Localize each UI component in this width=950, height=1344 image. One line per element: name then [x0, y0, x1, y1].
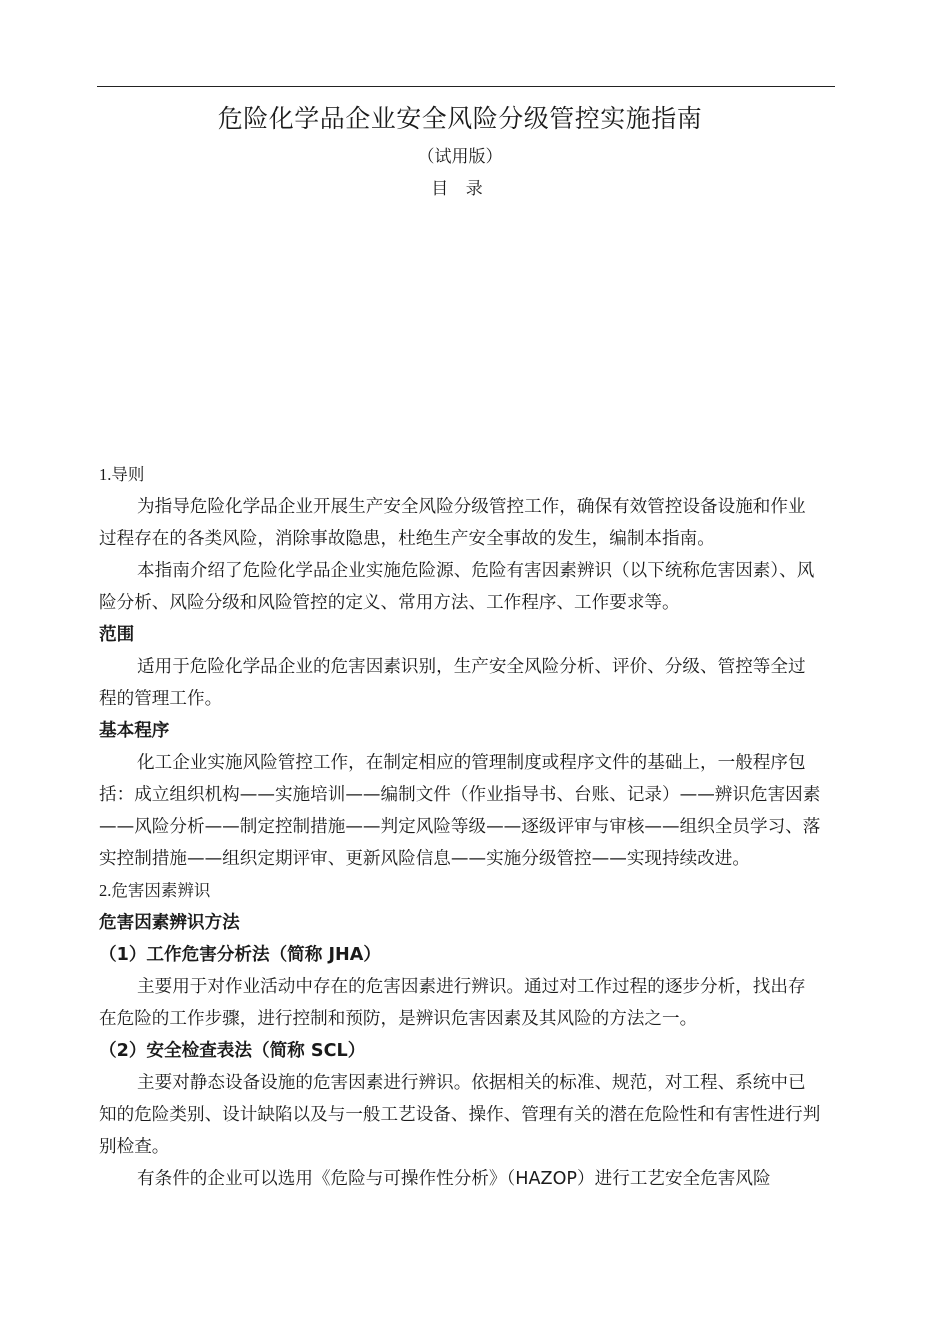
method-heading: （2）安全检查表法（简称 SCL） [99, 1041, 366, 1061]
document-title: 危险化学品企业安全风险分级管控实施指南 [217, 104, 703, 133]
paragraph: 有条件的企业可以选用《危险与可操作性分析》（HAZOP）进行工艺安全危害风险 [137, 1169, 771, 1189]
paragraph: 为指导危险化学品企业开展生产安全风险分级管控工作，确保有效管控设备设施和作业过程存在的各类风险，消除事故隐患，杜绝生产安全事故的发生，编制本指南。 [99, 497, 806, 549]
subsection-heading: 基本程序 [99, 721, 170, 741]
method-heading: （1）工作危害分析法（简称 JHA） [99, 945, 381, 965]
table-of-contents-label: 目 录 [431, 179, 489, 199]
paragraph: 本指南介绍了危险化学品企业实施危险源、危险有害因素辨识（以下统称危害因素）、风险分析、风险分级和风险管控的定义、常用方法、工作程序、工作要求等。 [99, 561, 815, 613]
section-title: 1.导则 [99, 465, 145, 484]
subsection-heading: 范围 [99, 625, 135, 645]
paragraph: 适用于危险化学品企业的危害因素识别，生产安全风险分析、评价、分级、管控等全过程的管理工作。 [99, 657, 806, 709]
section-title: 2.危害因素辨识 [99, 881, 211, 900]
paragraph: 主要对静态设备设施的危害因素进行辨识。依据相关的标准、规范，对工程、系统中已知的危险类别、设计缺陷以及与一般工艺设备、操作、管理有关的潜在危险性和有害性进行判别检查。 [99, 1073, 821, 1157]
paragraph: 化工企业实施风险管控工作，在制定相应的管理制度或程序文件的基础上，一般程序包括：成立组织机构——实施培训——编制文件（作业指导书、台账、记录）——辨识危害因素——风险分析——制定控制措施——判定风险等级——逐级评审与审核——组织全员学习、落实控制措施——组织定期评审、更新风险信息——实施分级管控——实现持续改进。 [99, 753, 821, 869]
document-subtitle: （试用版） [417, 147, 503, 167]
header-rule [97, 86, 835, 87]
subsection-heading: 危害因素辨识方法 [99, 913, 240, 933]
document-body [99, 459, 822, 1195]
paragraph: 主要用于对作业活动中存在的危害因素进行辨识。通过对工作过程的逐步分析，找出存在危险的工作步骤，进行控制和预防，是辨识危害因素及其风险的方法之一。 [99, 977, 806, 1029]
